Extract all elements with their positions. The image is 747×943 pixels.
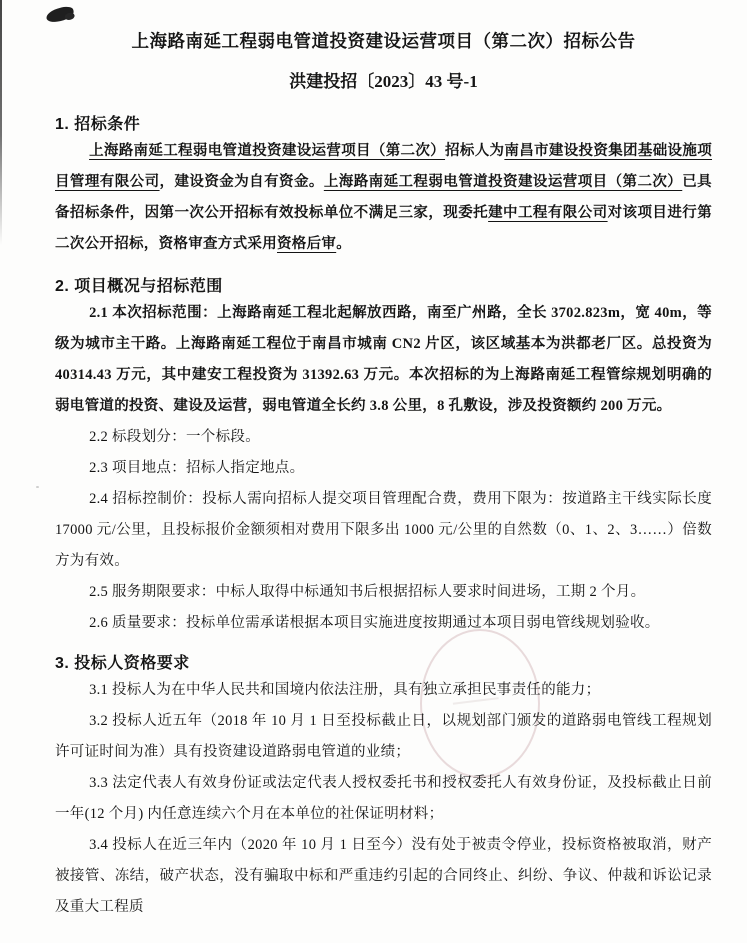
underlined-text-segment: 南昌市建设投资集团基础设施项目管理有限公司 bbox=[55, 143, 713, 190]
underlined-text-segment: 上海路南延工程弱电管道投资建设运营项目（第二次） bbox=[323, 174, 683, 190]
para-2-4-control-price: 2.4 招标控制价：投标人需向招标人提交项目管理配合费，费用下限为：按道路主干线实际长度 17000 元/公里，且投标报价金额须相对费用下限多出 1000 元/公里的自然数（0、1、2、3……）倍数方为有效。 bbox=[55, 491, 712, 569]
scan-edge-line-artifact bbox=[0, 0, 2, 245]
document-title: 上海路南延工程弱电管道投资建设运营项目（第二次）招标公告 bbox=[131, 31, 636, 51]
para-2-5-service-period: 2.5 服务期限要求：中标人取得中标通知书后根据招标人要求时间进场，工期 2 个月。 bbox=[89, 584, 646, 600]
para-2-2-lot-division: 2.2 标段划分：一个标段。 bbox=[89, 429, 261, 445]
para-2-3-project-location: 2.3 项目地点：招标人指定地点。 bbox=[89, 460, 305, 476]
text-segment: 招标人为 bbox=[445, 143, 505, 159]
document-content bbox=[55, 0, 712, 923]
para-3-2-track-record: 3.2 投标人近五年（2018 年 10 月 1 日至投标截止日，以规划部门颁发的道路弱电管线工程规划许可证时间为准）具有投资建设道路弱电管道的业绩； bbox=[55, 713, 712, 760]
section-heading-bidder-qualifications: 3. 投标人资格要求 bbox=[55, 655, 190, 672]
para-2-6-quality-requirement: 2.6 质量要求：投标单位需承诺根据本项目实施进度按期通过本项目弱电管线规划验收。 bbox=[89, 615, 660, 631]
text-segment: 。 bbox=[336, 236, 352, 252]
scan-speck-artifact bbox=[36, 486, 39, 488]
underlined-text-segment: 上海路南延工程弱电管道投资建设运营项目（第二次） bbox=[89, 143, 446, 159]
para-3-3-legal-representative: 3.3 法定代表人有效身份证或法定代表人授权委托书和授权委托人有效身份证，及投标截止日前一年(12 个月) 内任意连续六个月在本单位的社保证明材料； bbox=[55, 775, 712, 822]
para-bid-conditions bbox=[55, 136, 712, 260]
section-heading-project-overview: 2. 项目概况与招标范围 bbox=[55, 278, 223, 295]
document-number: 洪建投招〔2023〕43 号-1 bbox=[289, 72, 478, 91]
para-2-1-bid-scope: 2.1 本次招标范围：上海路南延工程北起解放西路，南至广州路，全长 3702.823m，宽 40m，等级为城市主干路。上海路南延工程位于南昌市城南 CN2 片区，该区域基本为洪都老厂区。总投资为 40314.43 万元，其中建安工程投资为 31392.63 万元。本次招标的为上海路南延工程管综规划明确的弱电管道的投资、建设及运营，弱电管道全长约 3.8 公里，8 孔敷设，涉及投资额约 200 万元。 bbox=[55, 305, 712, 414]
underlined-text-segment: 资格后审 bbox=[277, 236, 337, 252]
text-segment: ，建设资金为自有资金。 bbox=[159, 174, 324, 190]
underlined-text-segment: 建中工程有限公司 bbox=[488, 205, 608, 221]
section-heading-bid-conditions: 1. 招标条件 bbox=[55, 116, 141, 133]
text-segment: 已具备招标条件，因第一次公开招标有效投标单位不满足三家，现委托 bbox=[55, 174, 712, 221]
para-3-1-registration: 3.1 投标人为在中华人民共和国境内依法注册，具有独立承担民事责任的能力； bbox=[89, 682, 601, 698]
text-segment: 对该项目进行第二次公开招标，资格审查方式采用 bbox=[55, 205, 712, 252]
para-3-4-no-violations: 3.4 投标人在近三年内（2020 年 10 月 1 日至今）没有处于被责令停业，投标资格被取消，财产被接管、冻结，破产状态，没有骗取中标和严重违约引起的合同终止、纠纷、争议、仲裁和诉讼记录及重大工程质 bbox=[55, 837, 712, 915]
